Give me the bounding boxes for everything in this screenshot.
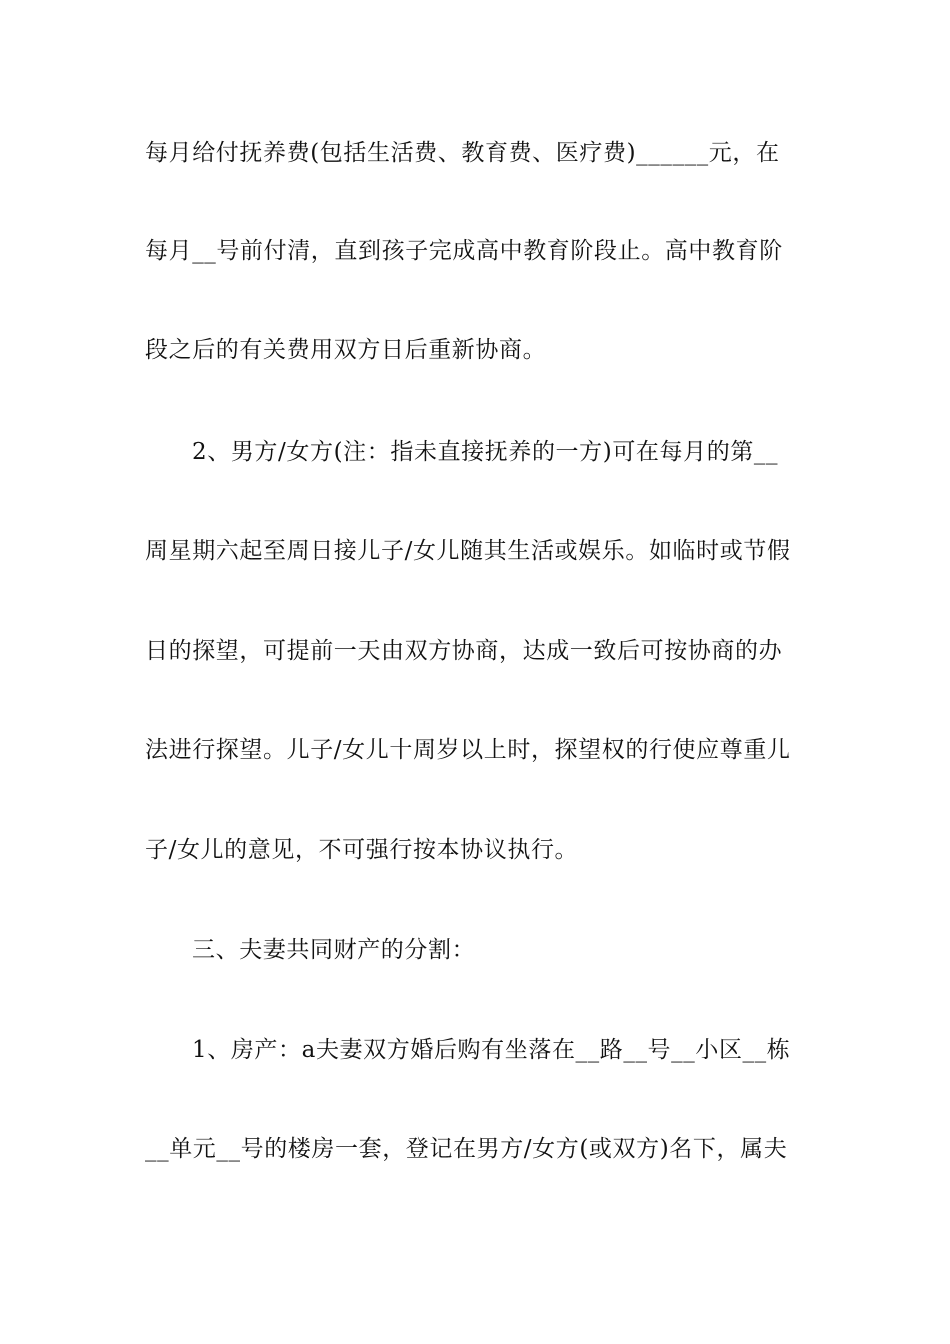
- paragraph-line: 日的探望，可提前一天由双方协商，达成一致后可按协商的办: [145, 638, 783, 664]
- paragraph-line: 每月__号前付清，直到孩子完成高中教育阶段止。高中教育阶: [145, 238, 783, 264]
- paragraph-line: 法进行探望。儿子/女儿十周岁以上时，探望权的行使应尊重儿: [145, 737, 791, 763]
- paragraph-line: 1、房产：a夫妻双方婚后购有坐落在__路__号__小区__栋: [192, 1037, 791, 1063]
- paragraph-line: 段之后的有关费用双方日后重新协商。: [145, 337, 547, 363]
- paragraph-line: 子/女儿的意见，不可强行按本协议执行。: [145, 837, 579, 863]
- paragraph-line: 每月给付抚养费(包括生活费、教育费、医疗费)______元，在: [145, 140, 780, 166]
- section-heading: 三、夫妻共同财产的分割：: [192, 937, 476, 963]
- paragraph-line: 周星期六起至周日接儿子/女儿随其生活或娱乐。如临时或节假: [145, 538, 791, 564]
- paragraph-line: __单元__号的楼房一套，登记在男方/女方(或双方)名下，属夫: [145, 1136, 788, 1162]
- paragraph-line: 2、男方/女方(注：指未直接抚养的一方)可在每月的第__: [192, 439, 779, 465]
